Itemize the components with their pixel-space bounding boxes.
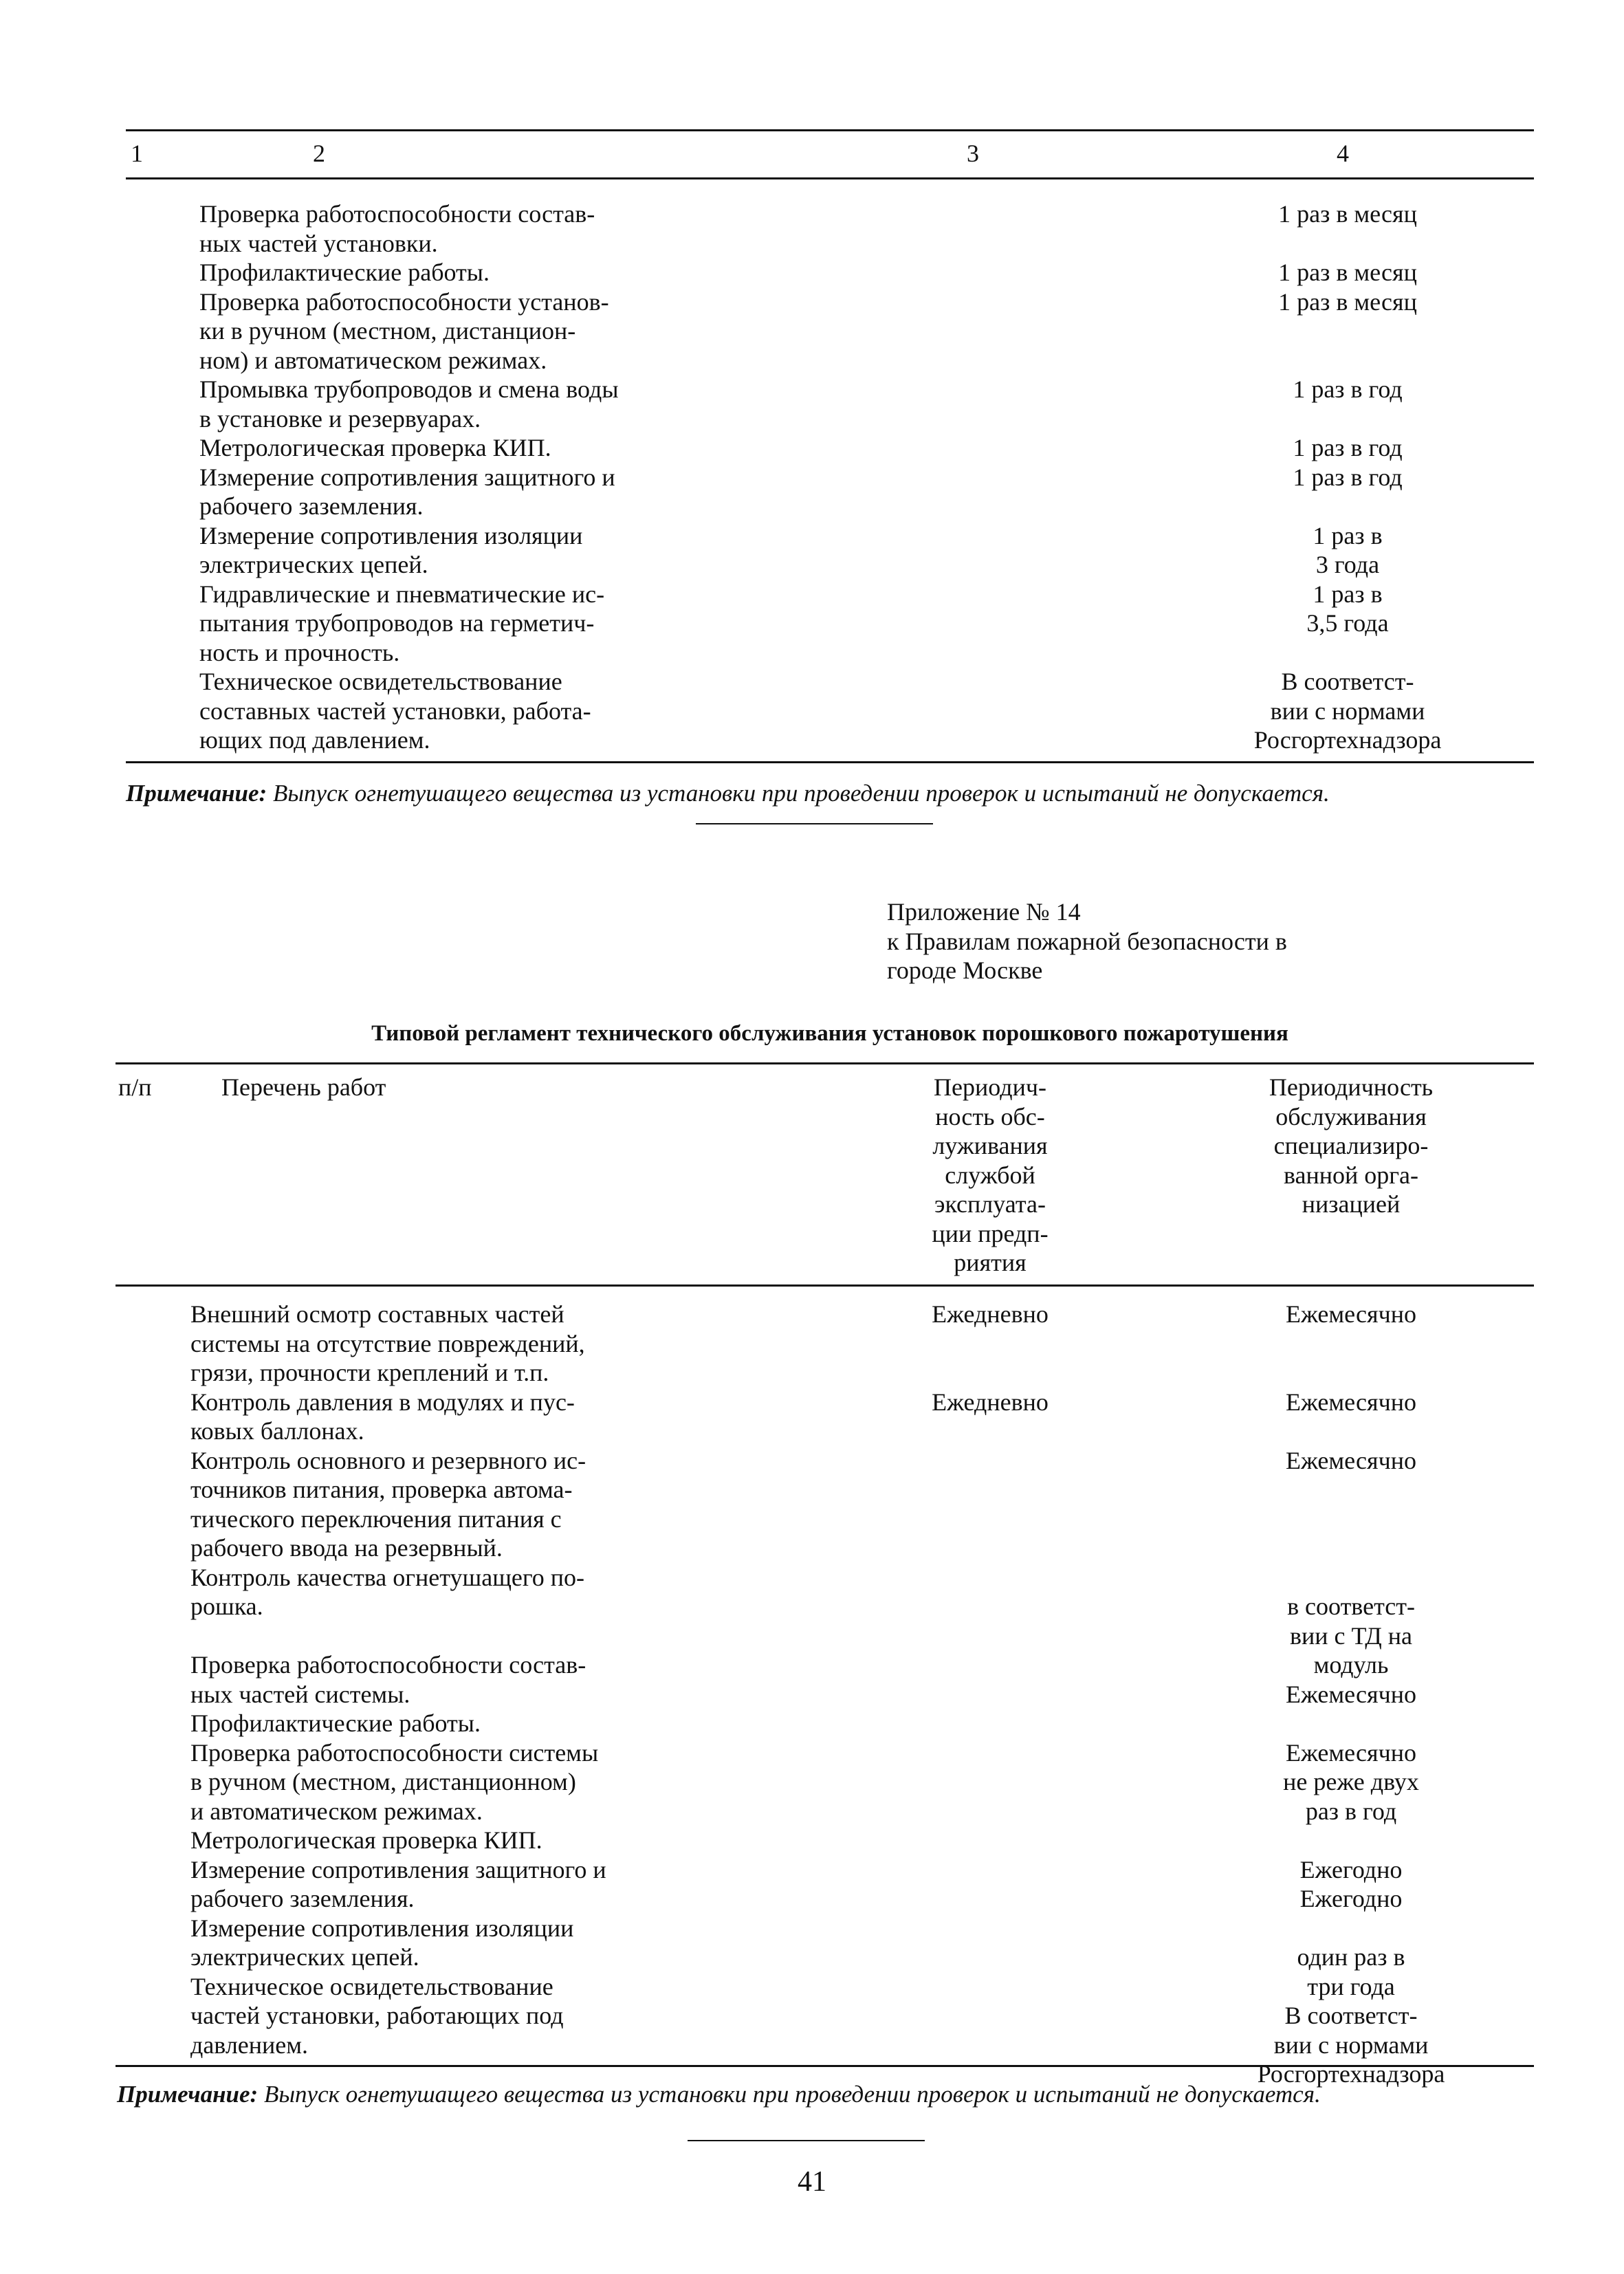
table2-row1-work-line: системы на отсутствие повреждений, — [190, 1329, 585, 1357]
table2-head-col4-line: Периодичность — [1269, 1073, 1434, 1101]
table2-row8-col4: Ежегодно — [1299, 1855, 1403, 1883]
table2-head-col3-line: луживания — [932, 1132, 1048, 1159]
table2-head-col3-line: Периодич- — [934, 1073, 1046, 1101]
table2-head-col3 — [859, 1073, 1121, 1278]
table2-works-column — [190, 1300, 740, 2059]
table2-head-col3-line: ции предп- — [932, 1219, 1049, 1247]
table2-head-col3-line: эксплуата- — [934, 1190, 1046, 1218]
table2-row5-col4: Ежемесячно — [1286, 1680, 1416, 1708]
table2-row1-work-line: грязи, прочности креплений и т.п. — [190, 1359, 549, 1386]
table2-row9-col4: Ежегодно — [1299, 1885, 1403, 1912]
table2-row5-work-line: Проверка работоспособности состав- — [190, 1651, 586, 1679]
table1-row3-work-line: Проверка работоспособности установ- — [199, 287, 609, 316]
table1-row3-period: 1 раз в месяц — [1278, 287, 1417, 316]
table1-row1-work-line: ных частей установки. — [199, 229, 438, 257]
table2-row11-col4-line: В соответст- — [1284, 2002, 1418, 2029]
table1-row9-work-line: Техническое освидетельствование — [199, 668, 562, 695]
appendix-reference-city: городе Москве — [887, 956, 1043, 984]
table1-row2-work-line: Профилактические работы. — [199, 259, 490, 286]
table1-row7-period-line: 1 раз в — [1313, 521, 1383, 549]
table2-row4-work-line: Контроль качества огнетушащего по- — [190, 1563, 585, 1591]
table1-row6-period: 1 раз в год — [1293, 463, 1403, 491]
table2-head-col4-line: ванной орга- — [1283, 1161, 1419, 1189]
table1-note-text: Выпуск огнетушащего вещества из установки при проведении проверок и испытаний не допускается. — [267, 780, 1330, 807]
table2-row11-work-line: давлением. — [190, 2031, 309, 2059]
table1-row8-period-line: 3,5 года — [1306, 609, 1389, 637]
table2-row3-work-line: Контроль основного и резервного ис- — [190, 1446, 586, 1474]
table2-row10-col4-line: три года — [1307, 1972, 1395, 2000]
document-title: Типовой регламент технического обслуживания установок порошкового пожаротушения — [371, 1021, 1288, 1046]
table2-note — [117, 2080, 1533, 2110]
table2-row9-work-line: рабочего заземления. — [190, 1885, 415, 1912]
table2-row3-work-line: рабочего ввода на резервный. — [190, 1534, 503, 1562]
table2-row3-col4: Ежемесячно — [1286, 1446, 1416, 1474]
table2-row6-work-line: Профилактические работы. — [190, 1709, 481, 1737]
table1-row9-work-line: составных частей установки, работа- — [199, 697, 591, 725]
table2-row10-col4-line: один раз в — [1297, 1943, 1405, 1971]
table1-row8-period-line: 1 раз в — [1313, 580, 1383, 608]
table1-row4-period: 1 раз в год — [1293, 375, 1403, 403]
table1-row9-period-line: Росгортехнадзора — [1253, 726, 1442, 754]
table2-note-label: Примечание: — [117, 2081, 259, 2108]
table2-row2-col3: Ежедневно — [932, 1388, 1049, 1416]
table2-header-rule — [116, 1284, 1534, 1287]
table2-row10-work-line: Измерение сопротивления изоляции — [190, 1914, 574, 1942]
table2-row1-col3: Ежедневно — [932, 1300, 1049, 1328]
table2-head-works: Перечень работ — [221, 1073, 386, 1101]
table2-note-divider — [688, 2140, 925, 2141]
table2-head-col4 — [1179, 1073, 1523, 1219]
table2-row4-col4-line: вии с ТД на — [1289, 1621, 1413, 1650]
table1-top-rule — [126, 129, 1534, 131]
table2-row11-work-line: частей установки, работающих под — [190, 2002, 564, 2029]
table1-row1-work-line: Проверка работоспособности состав- — [199, 200, 595, 228]
table2-row3-work-line: тического переключения питания с — [190, 1505, 562, 1533]
table2-head-pp: п/п — [118, 1073, 152, 1101]
table1-row5-work-line: Метрологическая проверка КИП. — [199, 434, 551, 461]
table2-col4-column — [1179, 1300, 1523, 2089]
table1-row9-period-line: вии с нормами — [1270, 697, 1425, 725]
table2-row2-work-line: Контроль давления в модулях и пус- — [190, 1388, 575, 1416]
table1-row1-period: 1 раз в месяц — [1278, 200, 1417, 228]
table1-row4-work-line: в установке и резервуарах. — [199, 404, 481, 433]
table1-row9-work-line: ющих под давлением. — [199, 726, 430, 754]
appendix-header — [887, 897, 1437, 985]
table1-row6-work-line: Измерение сопротивления защитного и — [199, 463, 615, 491]
table2-head-col3-line: службой — [945, 1161, 1035, 1189]
table2-row4-work-line: рошка. — [190, 1593, 263, 1620]
table1-row8-work-line: ность и прочность. — [199, 638, 400, 666]
table2-row3-work-line: точников питания, проверка автома- — [190, 1476, 573, 1503]
table2-row11-col4-line: Росгортехнадзора — [1257, 2060, 1445, 2088]
table1-row6-work-line: рабочего заземления. — [199, 492, 424, 520]
table1-row5-period: 1 раз в год — [1293, 434, 1403, 461]
table1-row2-period: 1 раз в месяц — [1278, 259, 1417, 286]
table2-top-rule — [116, 1062, 1534, 1064]
table2-col3-column — [859, 1300, 1121, 1417]
table2-row1-col4: Ежемесячно — [1286, 1300, 1416, 1328]
appendix-number: Приложение № 14 — [887, 898, 1081, 926]
table2-row4-col4-line: в соответст- — [1287, 1593, 1415, 1620]
table2-head-col4-line: обслуживания — [1275, 1102, 1427, 1130]
table2-row11-col4-line: вии с нормами — [1273, 2031, 1429, 2059]
table2-row8-work-line: Метрологическая проверка КИП. — [190, 1826, 542, 1854]
table1-works-column — [199, 199, 736, 755]
table2-row6-col4: Ежемесячно — [1286, 1738, 1416, 1767]
table1-colnum-3: 3 — [967, 140, 979, 167]
table1-col4-column — [1189, 199, 1506, 755]
table2-row1-work-line: Внешний осмотр составных частей — [190, 1300, 564, 1328]
table1-row8-work-line: Гидравлические и пневматические ис- — [199, 580, 605, 608]
table2-head-col3-line: риятия — [954, 1249, 1027, 1276]
table2-row7-col4-line: раз в год — [1305, 1797, 1397, 1825]
table1-row7-work-line: электрических цепей. — [199, 551, 428, 578]
table2-row7-col4-line: не реже двух — [1283, 1768, 1419, 1795]
table1-row8-work-line: пытания трубопроводов на герметич- — [199, 609, 595, 637]
table1-row9-period-line: В соответст- — [1281, 668, 1414, 695]
table1-row7-period-line: 3 года — [1315, 551, 1380, 578]
table1-row7-work-line: Измерение сопротивления изоляции — [199, 521, 583, 549]
table2-row11-work-line: Техническое освидетельствование — [190, 1972, 553, 2000]
table2-row9-work-line: Измерение сопротивления защитного и — [190, 1855, 606, 1883]
table1-row3-work-line: ном) и автоматическом режимах. — [199, 346, 547, 374]
table2-head-col4-line: специализиро- — [1273, 1132, 1429, 1159]
table2-row10-work-line: электрических цепей. — [190, 1943, 419, 1971]
table1-bottom-rule — [126, 761, 1534, 763]
table2-head-col4-line: низацией — [1302, 1190, 1401, 1218]
table2-row4-col4-line: модуль — [1313, 1651, 1389, 1679]
table1-colnum-4: 4 — [1337, 140, 1349, 167]
table1-colnum-2: 2 — [313, 140, 325, 167]
table2-row7-work-line: в ручном (местном, дистанционном) — [190, 1768, 576, 1795]
table1-note — [126, 779, 1534, 809]
table1-row3-work-line: ки в ручном (местном, дистанцион- — [199, 317, 576, 345]
table1-row4-work-line: Промывка трубопроводов и смена воды — [199, 375, 619, 403]
table2-bottom-rule — [116, 2065, 1534, 2067]
table2-row2-work-line: ковых баллонах. — [190, 1417, 364, 1445]
table2-row2-col4: Ежемесячно — [1286, 1388, 1416, 1416]
table1-header-rule — [126, 177, 1534, 179]
table1-colnum-1: 1 — [131, 140, 143, 167]
table1-note-divider — [696, 823, 933, 824]
table1-note-label: Примечание: — [126, 780, 267, 807]
table2-head-col3-line: ность обс- — [935, 1102, 1045, 1130]
table2-row5-work-line: ных частей системы. — [190, 1680, 410, 1708]
appendix-reference: к Правилам пожарной безопасности в — [887, 927, 1287, 955]
table2-row7-work-line: Проверка работоспособности системы — [190, 1738, 599, 1767]
table2-row7-work-line: и автоматическом режимах. — [190, 1797, 483, 1825]
page-number: 41 — [798, 2166, 826, 2198]
table2-note-text: Выпуск огнетушащего вещества из установки при проведении проверок и испытаний не допускается. — [258, 2081, 1321, 2108]
